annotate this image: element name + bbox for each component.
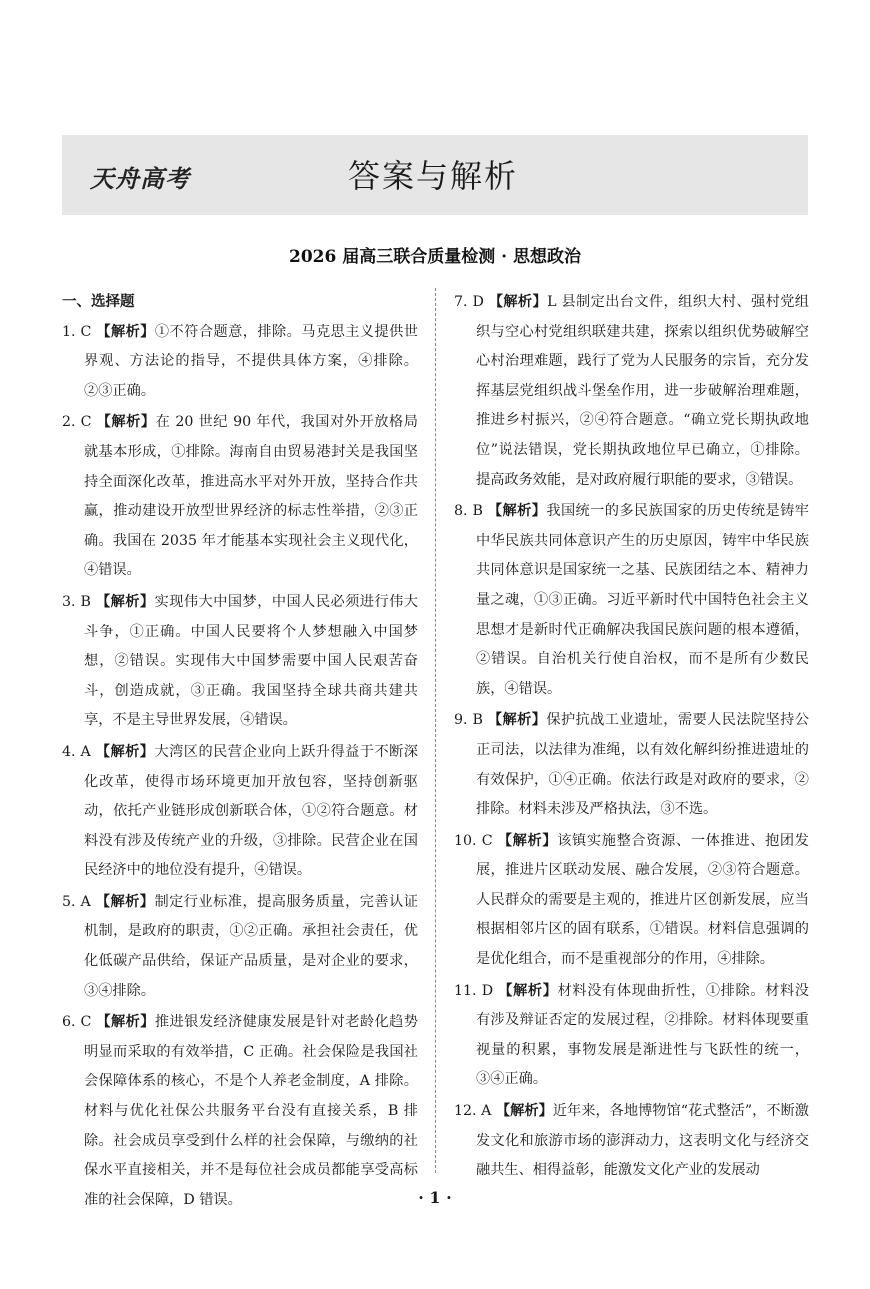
item-explanation: 制定行业标准，提高服务质量，完善认证机制，是政府的职责，①②正确。承担社会责任，优化低碳产品供给，保证产品质量，是对企业的要求，③④排除。 [84,893,418,999]
left-column [62,288,418,1217]
item-answer: D [472,294,484,310]
item-answer: C [80,1014,92,1031]
item-explanation: 该镇实施整合资源、一体推进、抱团发展，推进片区联动发展、融合发展，②③符合题意。人民群众的需要是主观的，推进片区创新发展，应当根据相邻片区的固有联系，①错误。材料信息强调的是优化组合，而不是重视部分的作用，④排除。 [476,832,809,968]
left-item-list [62,318,418,1216]
analysis-tag: 【解析】 [498,982,558,999]
item-number: 6. [62,1014,76,1031]
item-explanation: 我国统一的多民族国家的历史传统是铸牢中华民族共同体意识产生的历史原因，铸牢中华民族共同体意识是国家统一之基、民族团结之本、精神力量之魂，①③正确。习近平新时代中国特色社会主义思想才是新时代正确解决我国民族问题的根本遵循，②错误。自治机关行使自治权，而不是所有少数民族，④错误。 [476,503,809,697]
item-number: 7. [454,294,468,310]
answer-item [454,977,809,1095]
document-title: 2026 届高三联合质量检测 · 思想政治 [289,247,581,267]
item-answer: C [80,323,92,340]
item-answer: B [472,712,483,729]
analysis-tag: 【解析】 [495,1103,553,1120]
item-explanation: 保护抗战工业遗址，需要人民法院坚持公正司法，以法律为准绳，以有效化解纠纷推进遗址的有效保护，①④正确。依法行政是对政府的要求，②排除。材料未涉及严格执法，③不选。 [476,712,809,818]
brand-logo: 天舟高考 [90,165,190,193]
right-item-list [454,288,809,1186]
item-explanation: 实现伟大中国梦，中国人民必须进行伟大斗争，①正确。中国人民要将个人梦想融入中国梦想，②错误。实现伟大中国梦需要中国人民艰苦奋斗，创造成就，③正确。我国坚持全球共商共建共享，不是主导世界发展，④错误。 [84,593,418,729]
column-divider [435,288,436,1173]
item-explanation: 在 20 世纪 90 年代，我国对外开放格局就基本形成，①排除。海南自由贸易港封关是我国坚持全面深化改革，推进高水平对外开放，坚持合作共赢，推动建设开放型世界经济的标志性举措，②③正确。我国在 2035 年才能基本实现社会主义现代化，④错误。 [84,414,418,579]
item-answer: A [80,743,91,760]
analysis-tag: 【解析】 [96,1014,155,1031]
banner-title: 答案与解析 [348,157,519,195]
item-number: 1. [62,323,76,340]
item-number: 11. [454,982,477,999]
header-banner [62,135,808,215]
answer-item [62,738,418,886]
item-answer: A [80,893,91,910]
item-number: 3. [62,593,76,610]
analysis-tag: 【解析】 [487,503,547,520]
section-heading: 一、选择题 [62,294,135,310]
right-column [454,288,809,1188]
item-explanation: 材料没有体现曲折性，①排除。材料没有涉及辩证否定的发展过程，②排除。材料体现要重视量的积累，事物发展是渐进性与飞跃性的统一，③④正确。 [476,982,809,1088]
answer-item [454,827,809,975]
item-explanation: ①不符合题意，排除。马克思主义提供世界观、方法论的指导，不提供具体方案，④排除。②③正确。 [84,323,418,399]
item-explanation: 推进银发经济健康发展是针对老龄化趋势明显而采取的有效举措，C 正确。社会保险是我国社会保障体系的核心，不是个人养老金制度，A 排除。材料与优化社保公共服务平台没有直接关系，B 排除。社会成员享受到什么样的社会保障，与缴纳的社保水平直接相关，并不是每位社会成员都能享受高标准的社会保障，D 错误。 [84,1014,418,1208]
item-answer: B [472,503,483,520]
item-answer: B [80,593,91,610]
item-answer: C [80,414,92,431]
item-number: 10. [454,832,477,849]
answer-item [62,408,418,586]
item-answer: A [481,1103,492,1120]
analysis-tag: 【解析】 [95,893,155,910]
analysis-tag: 【解析】 [95,743,155,760]
analysis-tag: 【解析】 [488,294,548,310]
answer-item [62,318,418,407]
item-explanation: 大湾区的民营企业向上跃升得益于不断深化改革，使得市场环境更加开放包容，坚持创新驱动，依托产业链形成创新联合体，①②符合题意。材料没有涉及传统产业的升级，③排除。民营企业在国民经济中的地位没有提升，④错误。 [84,743,418,879]
item-number: 12. [454,1103,477,1120]
page-number: · 1 · [418,1188,452,1207]
item-explanation: L 县制定出台文件，组织大村、强村党组织与空心村党组织联建共建，探索以组织优势破解空心村治理难题，践行了党为人民服务的宗旨，充分发挥基层党组织战斗堡垒作用，进一步破解治理难题，推进乡村振兴，②④符合题意。“确立党长期执政地位”说法错误，党长期执政地位早已确立，①排除。提高政务效能，是对政府履行职能的要求，③错误。 [476,294,809,488]
item-number: 2. [62,414,76,431]
analysis-tag: 【解析】 [487,712,547,729]
item-number: 4. [62,743,76,760]
item-number: 5. [62,893,76,910]
item-number: 9. [454,712,468,729]
item-number: 8. [454,503,468,520]
item-explanation: 近年来，各地博物馆“花式整活”，不断激发文化和旅游市场的澎湃动力，这表明文化与经济交融共生、相得益彰，能激发文化产业的发展动 [476,1103,809,1179]
answer-item [454,1097,809,1186]
answer-item [62,588,418,736]
answer-item [454,288,809,495]
analysis-tag: 【解析】 [96,323,155,340]
item-answer: C [481,832,493,849]
answer-item [454,706,809,824]
answer-item [62,1008,418,1215]
analysis-tag: 【解析】 [497,832,558,849]
analysis-tag: 【解析】 [95,593,155,610]
answer-item [454,497,809,704]
analysis-tag: 【解析】 [96,414,156,431]
item-answer: D [481,982,494,999]
answer-item [62,888,418,1006]
